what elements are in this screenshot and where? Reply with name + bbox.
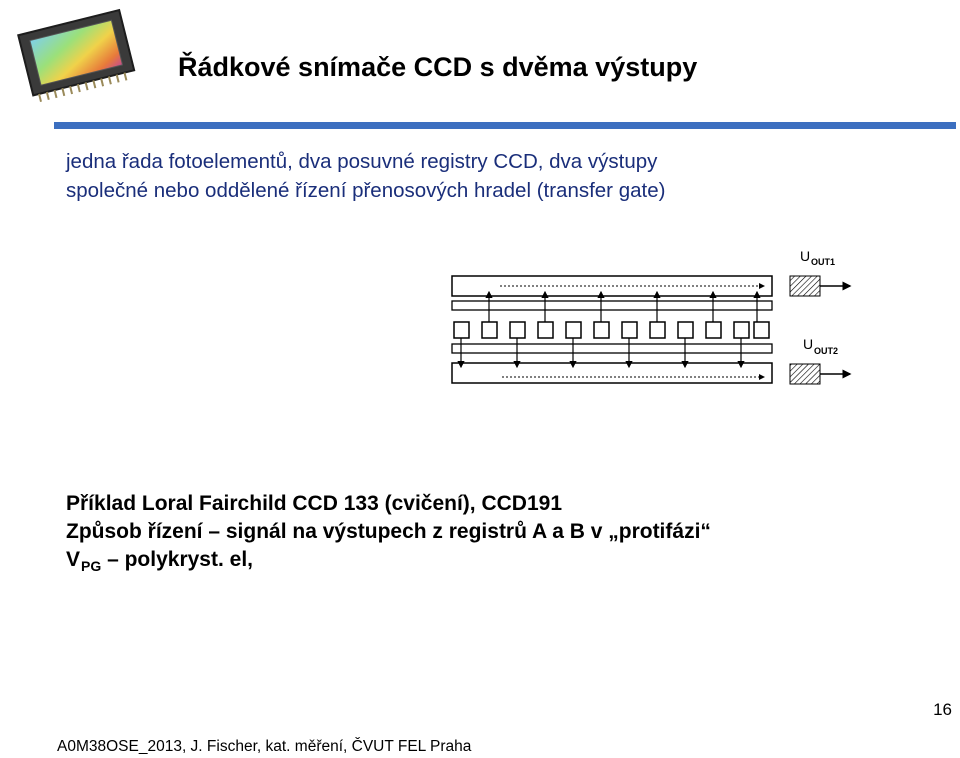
body-text — [66, 490, 711, 575]
out1-sub: OUT1 — [811, 257, 836, 267]
vpg-symbol: V — [66, 548, 81, 571]
photoelement — [734, 322, 749, 338]
photoelement — [594, 322, 609, 338]
shift-register-b — [452, 363, 772, 383]
output-amplifier-1 — [790, 276, 820, 296]
photoelement — [510, 322, 525, 338]
footer-text: A0M38OSE_2013, J. Fischer, kat. měření, ČVUT FEL Praha — [57, 738, 472, 755]
intro-text — [66, 147, 665, 205]
transfer-gate-b — [452, 344, 772, 353]
transfer-gate-a — [452, 301, 772, 310]
photoelement — [482, 322, 497, 338]
vpg-description: – polykryst. el, — [101, 548, 253, 571]
photoelement — [706, 322, 721, 338]
out2-label: U — [803, 336, 814, 352]
vpg-subscript: PG — [81, 558, 102, 574]
ccd-chip-icon — [4, 2, 146, 102]
photoelement — [538, 322, 553, 338]
page-number: 16 — [933, 700, 952, 719]
title-divider — [54, 122, 956, 129]
body-line-1: Příklad Loral Fairchild CCD 133 (cvičení), CCD191 — [66, 492, 563, 515]
output-amplifier-2 — [790, 364, 820, 384]
page-title: Řádkové snímače CCD s dvěma výstupy — [178, 52, 698, 82]
photoelement-row — [454, 322, 769, 338]
intro-line-1: jedna řada fotoelementů, dva posuvné registry CCD, dva výstupy — [66, 150, 658, 173]
photoelement — [454, 322, 469, 338]
out1-label: U — [800, 248, 811, 264]
photoelement — [678, 322, 693, 338]
photoelement — [650, 322, 665, 338]
ccd-dual-output-diagram — [440, 240, 860, 395]
photoelement — [622, 322, 637, 338]
photoelement — [754, 322, 769, 338]
out2-sub: OUT2 — [814, 346, 839, 356]
intro-line-2: společné nebo oddělené řízení přenosových hradel (transfer gate) — [66, 179, 666, 202]
body-line-3 — [66, 546, 711, 575]
photoelement — [566, 322, 581, 338]
body-line-2: Způsob řízení – signál na výstupech z registrů A a B v „protifázi“ — [66, 520, 711, 543]
